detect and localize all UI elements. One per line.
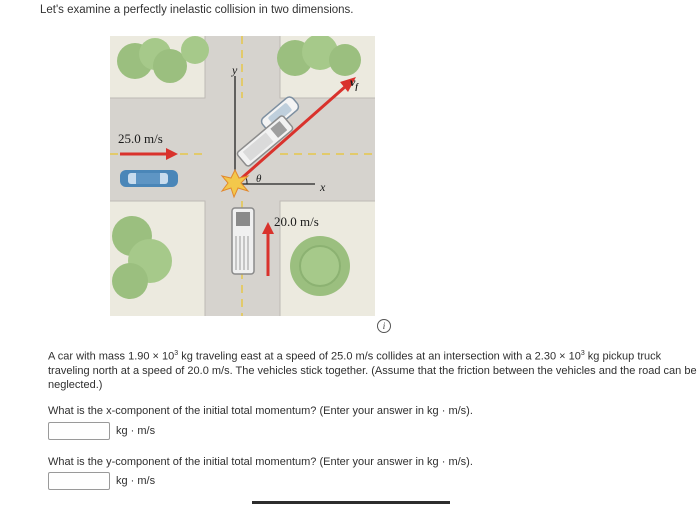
answer-row-x bbox=[48, 422, 155, 440]
unit-label: kg · m/s bbox=[116, 425, 156, 437]
car-icon bbox=[120, 170, 178, 187]
answer-row-y bbox=[48, 472, 155, 490]
problem-text-part: kg pickup truck traveling north at a speed of 20.0 m/s. The vehicles stick together. (Assume that the friction between the vehicles and the road can be neglected.) bbox=[48, 350, 697, 391]
car-speed-label: 25.0 m/s bbox=[118, 131, 163, 146]
intro-text: Let's examine a perfectly inelastic collision in two dimensions. bbox=[40, 4, 354, 16]
x-momentum-answer-input[interactable] bbox=[48, 422, 110, 440]
collision-diagram-svg bbox=[110, 36, 375, 316]
info-icon[interactable]: i bbox=[377, 319, 391, 333]
exponent: 3 bbox=[580, 350, 585, 357]
problem-statement bbox=[48, 347, 698, 392]
angle-label: θ bbox=[256, 173, 262, 185]
bottom-divider bbox=[252, 501, 450, 504]
unit-label: kg · m/s bbox=[116, 475, 156, 487]
problem-text-part: A car with mass 1.90 × 10 bbox=[48, 350, 175, 363]
x-axis-label: x bbox=[320, 180, 326, 194]
question-y-momentum: What is the y-component of the initial total momentum? (Enter your answer in kg · m/s). bbox=[48, 456, 473, 468]
vf-label: $v_f$ bbox=[350, 75, 358, 91]
y-axis-label: y bbox=[232, 63, 238, 77]
exponent: 3 bbox=[174, 350, 179, 357]
collision-diagram bbox=[110, 36, 375, 316]
question-x-momentum: What is the x-component of the initial total momentum? (Enter your answer in kg · m/s). bbox=[48, 405, 473, 417]
truck-icon bbox=[232, 208, 254, 274]
problem-text-part: kg traveling east at a speed of 25.0 m/s collides at an intersection with a 2.30 × 10 bbox=[178, 350, 581, 363]
y-momentum-answer-input[interactable] bbox=[48, 472, 110, 490]
truck-speed-label: 20.0 m/s bbox=[274, 214, 319, 229]
tree-icon bbox=[290, 236, 350, 296]
